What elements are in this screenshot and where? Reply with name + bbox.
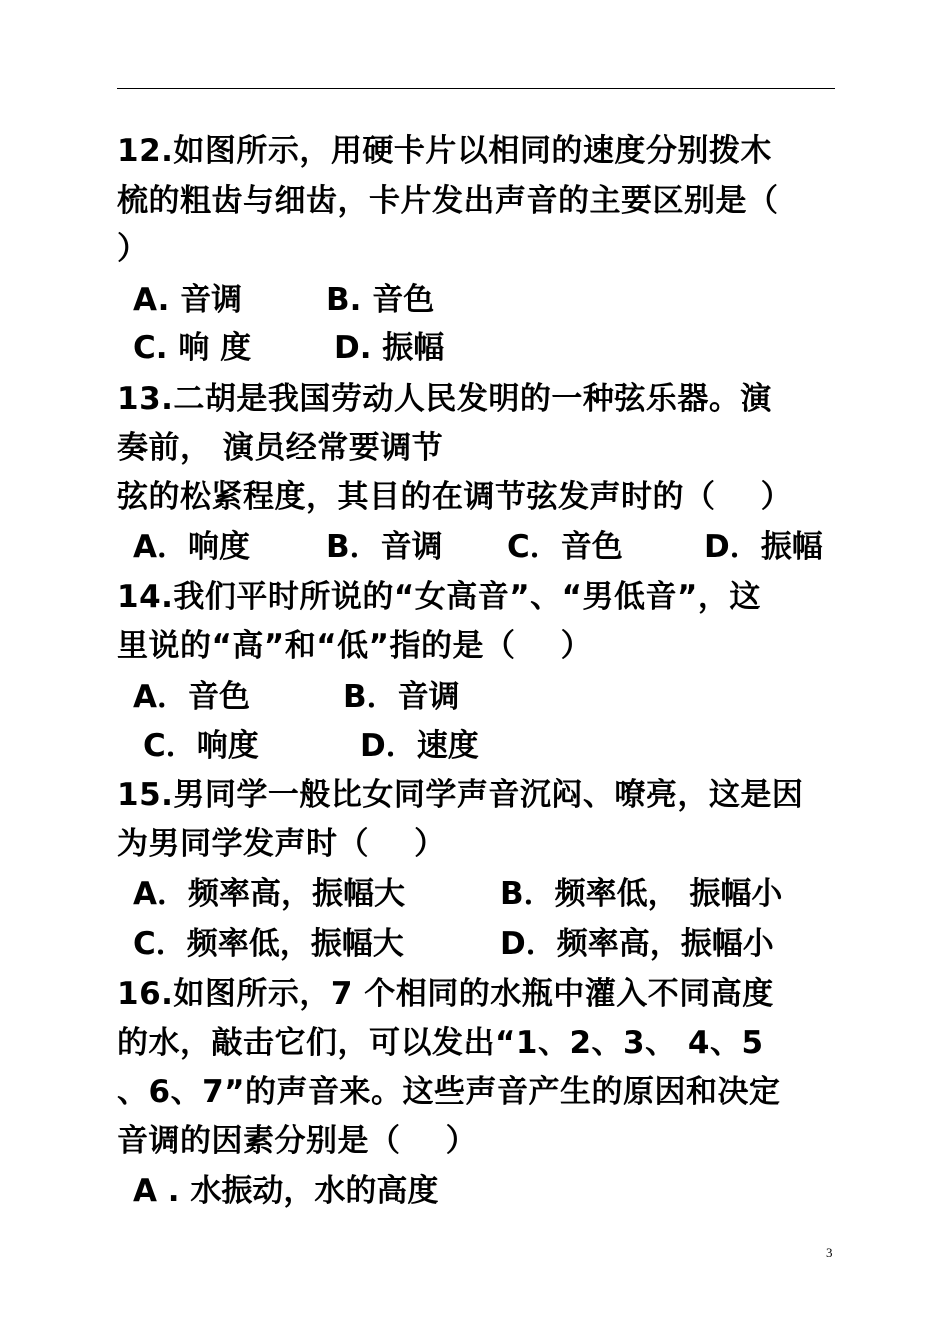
q13-line-1: 13.二胡是我国劳动人民发明的一种弦乐器。演 (117, 381, 772, 417)
q16-line-2: 的水，敲击它们，可以发出“1、2、3、 4、5 (117, 1025, 764, 1061)
q14-option-d: D．速度 (360, 728, 479, 764)
q13-option-a: A．响度 (133, 529, 250, 565)
q12-option-d: D. 振幅 (334, 330, 445, 366)
q16-option-a: A . 水振动，水的高度 (133, 1173, 439, 1209)
q15-option-d: D．频率高，振幅小 (500, 926, 774, 962)
q12-line-1: 12.如图所示，用硬卡片以相同的速度分别拨木 (117, 133, 772, 169)
q12-option-b: B. 音色 (326, 282, 435, 318)
q14-option-c: C．响度 (143, 728, 259, 764)
q13-line-3: 弦的松紧程度，其目的在调节弦发声时的（ ） (117, 479, 793, 515)
q15-option-c: C．频率低，振幅大 (133, 926, 404, 962)
q13-line-2: 奏前， 演员经常要调节 (117, 430, 444, 466)
q15-line-1: 15.男同学一般比女同学声音沉闷、嘹亮，这是因 (117, 777, 804, 813)
q12-option-a: A. 音调 (133, 282, 243, 318)
q13-option-d: D．振幅 (704, 529, 823, 565)
q15-option-b: B．频率低， 振幅小 (500, 876, 783, 912)
q13-option-c: C．音色 (507, 529, 623, 565)
q14-option-b: B．音调 (343, 679, 460, 715)
q14-line-1: 14.我们平时所说的“女高音”、“男低音”，这 (117, 579, 761, 615)
q14-line-2: 里说的“高”和“低”指的是（ ） (117, 628, 593, 664)
q16-line-3: 、6、7”的声音来。这些声音产生的原因和决定 (117, 1074, 781, 1110)
q16-line-4: 音调的因素分别是（ ） (117, 1123, 478, 1159)
header-rule (117, 88, 835, 89)
q12-line-2: 梳的粗齿与细齿，卡片发出声音的主要区别是（ (117, 183, 779, 219)
q15-line-2: 为男同学发声时（ ） (117, 826, 446, 862)
q12-line-3: ） (117, 231, 149, 267)
q12-option-c: C. 响 度 (133, 330, 252, 366)
q16-line-1: 16.如图所示，7 个相同的水瓶中灌入不同高度 (117, 976, 774, 1012)
page-number: 3 (826, 1245, 833, 1260)
q13-option-b: B．音调 (326, 529, 443, 565)
q15-option-a: A．频率高，振幅大 (133, 876, 405, 912)
q14-option-a: A．音色 (133, 679, 250, 715)
